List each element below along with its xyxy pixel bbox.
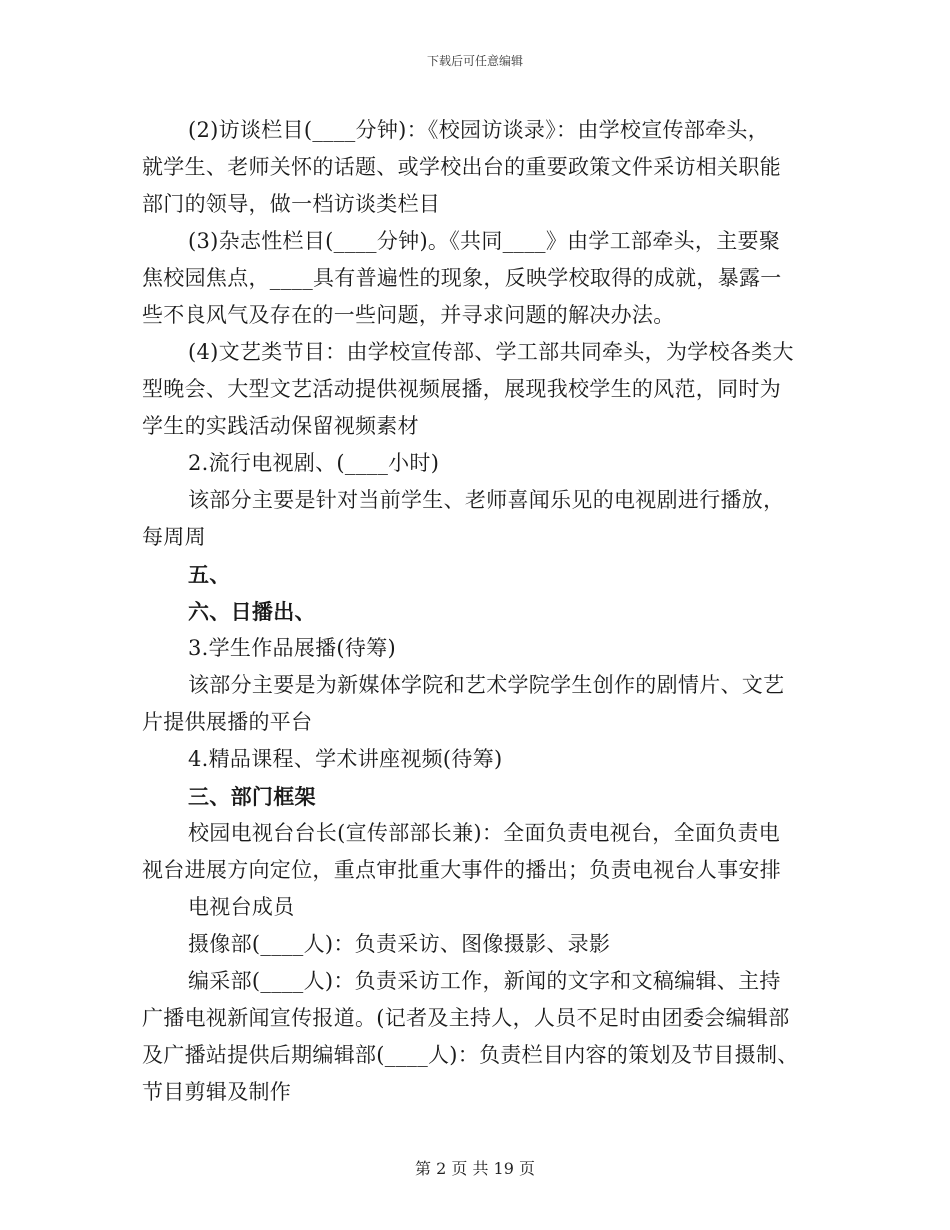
text-line: 视台进展方向定位，重点审批重大事件的播出；负责电视台人事安排 (142, 858, 781, 882)
text-line: 焦校园焦点，____具有普遍性的现象，反映学校取得的成就，暴露一 (142, 266, 782, 290)
page-footer: 第 2 页 共 19 页 (415, 1159, 535, 1178)
text-line: 及广播站提供后期编辑部(____人)：负责栏目内容的策划及节目摄制、 (142, 1043, 799, 1067)
text-line: 五、 (188, 562, 231, 587)
text-line: 部门的领导，做一档访谈类栏目 (142, 192, 441, 216)
text-line: (4)文艺类节目：由学校宣传部、学工部共同牵头，为学校各类大 (188, 340, 794, 364)
text-line: 摄像部(____人)：负责采访、图像摄影、录影 (188, 932, 611, 956)
text-line: 该部分主要是为新媒体学院和艺术学院学生创作的剧情片、文艺 (188, 673, 785, 697)
text-line: 就学生、老师关怀的话题、或学校出台的重要政策文件采访相关职能 (142, 155, 781, 179)
text-line: 广播电视新闻宣传报道。(记者及主持人，人员不足时由团委会编辑部 (142, 1006, 790, 1030)
text-line: 型晚会、大型文艺活动提供视频展播，展现我校学生的风范，同时为 (142, 377, 781, 401)
text-line: 片提供展播的平台 (142, 710, 313, 734)
text-line: 电视台成员 (188, 895, 295, 919)
text-line: 每周周 (142, 525, 206, 549)
text-line: 4.精品课程、学术讲座视频(待筹) (188, 747, 503, 771)
text-line: 校园电视台台长(宣传部部长兼)：全面负责电视台，全面负责电 (188, 821, 781, 845)
text-line: 3.学生作品展播(待筹) (188, 636, 397, 660)
text-line: (3)杂志性栏目(____分钟)。《共同____》由学工部牵头，主要聚 (188, 229, 781, 253)
text-line: (2)访谈栏目(____分钟)：《校园访谈录》：由学校宣传部牵头， (188, 118, 770, 142)
text-line: 编采部(____人)：负责采访工作，新闻的文字和文稿编辑、主持 (188, 969, 781, 993)
text-line: 节目剪辑及制作 (142, 1080, 292, 1104)
text-line: 六、日播出、 (188, 599, 316, 624)
text-line: 些不良风气及存在的一些问题，并寻求问题的解决办法。 (142, 303, 675, 327)
text-line: 2.流行电视剧、(____小时) (188, 451, 440, 475)
page-header: 下载后可任意编辑 (426, 54, 523, 68)
text-line: 该部分主要是针对当前学生、老师喜闻乐见的电视剧进行播放， (188, 488, 785, 512)
document-body (142, 112, 812, 1111)
text-line: 学生的实践活动保留视频素材 (142, 414, 419, 438)
text-line: 三、部门框架 (188, 784, 316, 809)
